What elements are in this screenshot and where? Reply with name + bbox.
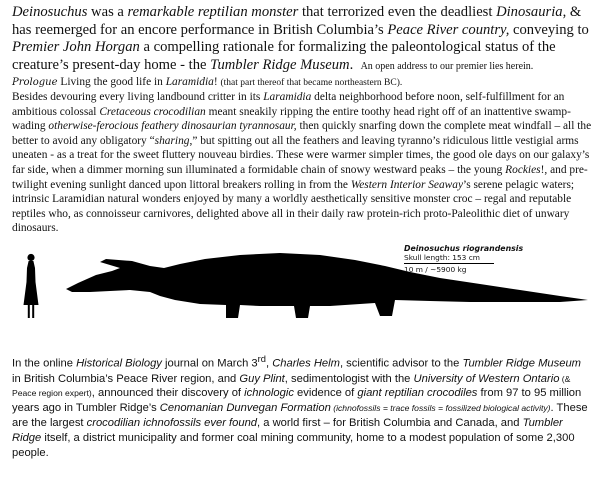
intro-text: Premier John Horgan bbox=[12, 39, 140, 55]
figure-caption bbox=[404, 244, 523, 274]
prologue-tag: Prologue bbox=[12, 77, 58, 88]
prologue-text: Laramidia bbox=[165, 76, 214, 88]
intro-text: a compelling rationale for formalizing the paleontological status of the creature’s present-day home - the bbox=[12, 39, 556, 73]
intro-text: was a bbox=[87, 4, 128, 20]
prologue-text: Living the good life in bbox=[57, 76, 166, 88]
prologue-text: (that part thereof that became northeastern BC). bbox=[220, 78, 403, 88]
article-paragraph bbox=[12, 352, 592, 460]
body-text: sharing bbox=[154, 134, 190, 147]
article-text: journal on March 3 bbox=[161, 357, 258, 370]
article-text: Charles Helm bbox=[272, 357, 340, 370]
intro-text: Peace River country, bbox=[387, 21, 510, 38]
article-text: University of Western Ontario bbox=[413, 372, 560, 385]
article-text: In the online bbox=[12, 357, 77, 370]
prologue-text: ! bbox=[213, 76, 221, 88]
body-text: Laramidia bbox=[263, 91, 312, 103]
intro-deinosuchus: Deinosuchus bbox=[12, 4, 88, 20]
body-text: !, and pre-twilight evening sunlight danced upon littoral breakers rolling in from the bbox=[12, 163, 588, 191]
article-text: in British Columbia’s Peace River region, and bbox=[12, 372, 240, 385]
body-text: meant sneakily ripping the entire toothy head right off of an inattentive swamp-wading bbox=[12, 105, 571, 133]
body-text: Western Interior Seaway bbox=[350, 178, 464, 191]
body-text: ’s serene pelagic waters; intrinsic Laramidian natural wonders enjoyed by many a worldly aesthetically sensitive monster croc – regal and reputable reptiles who, as connoisseur carnivores, delighted above all in their daily raw protein-rich proto-Paleolithic diet of unwary dinosaurs. bbox=[12, 178, 575, 235]
intro-text: conveying to bbox=[509, 21, 589, 38]
body-text: Besides devouring every living landbound critter in its bbox=[12, 91, 264, 103]
article-text: (& Peace region expert) bbox=[12, 373, 571, 399]
human-silhouette bbox=[24, 254, 39, 318]
article-text: , sedimentologist with the bbox=[284, 372, 414, 385]
article-text: Tumbler Ridge Museum bbox=[462, 357, 581, 370]
intro-text: Tumbler Ridge Museum bbox=[210, 56, 350, 73]
body-text: then quickly snarfing down the complete meat windfall – all the better to avoid any obligatory “ bbox=[12, 120, 592, 147]
article-text: Guy Plint bbox=[239, 372, 285, 385]
intro-text: remarkable reptilian monster bbox=[127, 4, 299, 20]
article-text: Historical Biology bbox=[76, 357, 162, 370]
intro-paragraph bbox=[12, 4, 590, 75]
article-text: , scientific advisor to the bbox=[339, 357, 463, 370]
skull-length: Skull length: 153 cm bbox=[404, 253, 480, 262]
body-text: Cretaceous crocodilian bbox=[99, 105, 206, 118]
article-text: crocodilian ichnofossils ever found bbox=[86, 416, 258, 429]
size-weight: 10 m / ~5900 kg bbox=[404, 265, 467, 274]
article-text: ichnologic bbox=[244, 387, 294, 400]
intro-text: , & has reemerged for an encore performance in British Columbia’s bbox=[12, 4, 582, 38]
intro-text: Dinosauria bbox=[496, 4, 563, 20]
prologue-line bbox=[12, 76, 590, 90]
caption-rule bbox=[404, 263, 494, 264]
article-text: itself, a district municipality and former coal mining community, home to a modest population of some 2,300 people. bbox=[12, 431, 575, 459]
article-text: from 97 to 95 million years ago in Tumbler Ridge’s bbox=[12, 387, 582, 415]
article-text: Tumbler Ridge bbox=[12, 416, 563, 444]
open-address-note: An open address to our premier lies herein. bbox=[360, 60, 534, 72]
species-name: Deinosuchus riograndensis bbox=[404, 244, 524, 253]
article-text: Cenomanian Dunvegan Formation bbox=[159, 402, 331, 415]
article-text: , a world first – for British Columbia and Canada, and bbox=[257, 416, 523, 429]
intro-text: that terrorized even the deadliest bbox=[298, 4, 497, 20]
body-text: ,” but spitting out all the feathers and leaving tyranno’s ridiculous little vestigial arms uneaten - as a treat for the sweet fluttery nouveau birdies. These were warmer simpler times, the good ole days on our galaxy’s far side, when a dimmer morning sun illuminated a formidable chain of snowy westward peaks – the young bbox=[12, 134, 590, 176]
article-text: (ichnofossils = trace fossils = fossilized biological activity) bbox=[330, 403, 551, 414]
body-text: Rockies bbox=[505, 163, 541, 176]
intro-text: . bbox=[349, 56, 354, 73]
body-text: otherwise-ferocious feathery dinosaurian tyrannosaur, bbox=[48, 120, 297, 133]
article-text: evidence of bbox=[293, 387, 358, 400]
body-text: delta neighborhood before noon, self-fulfillment for an ambitious colossal bbox=[12, 91, 565, 118]
article-text: , announced their discovery of bbox=[91, 387, 245, 400]
article-text: giant reptilian crocodiles bbox=[357, 387, 478, 400]
article-text: rd bbox=[257, 354, 266, 364]
article-text: , bbox=[265, 357, 273, 370]
article-text: . These are the largest bbox=[12, 402, 588, 429]
prologue-body bbox=[12, 90, 592, 236]
